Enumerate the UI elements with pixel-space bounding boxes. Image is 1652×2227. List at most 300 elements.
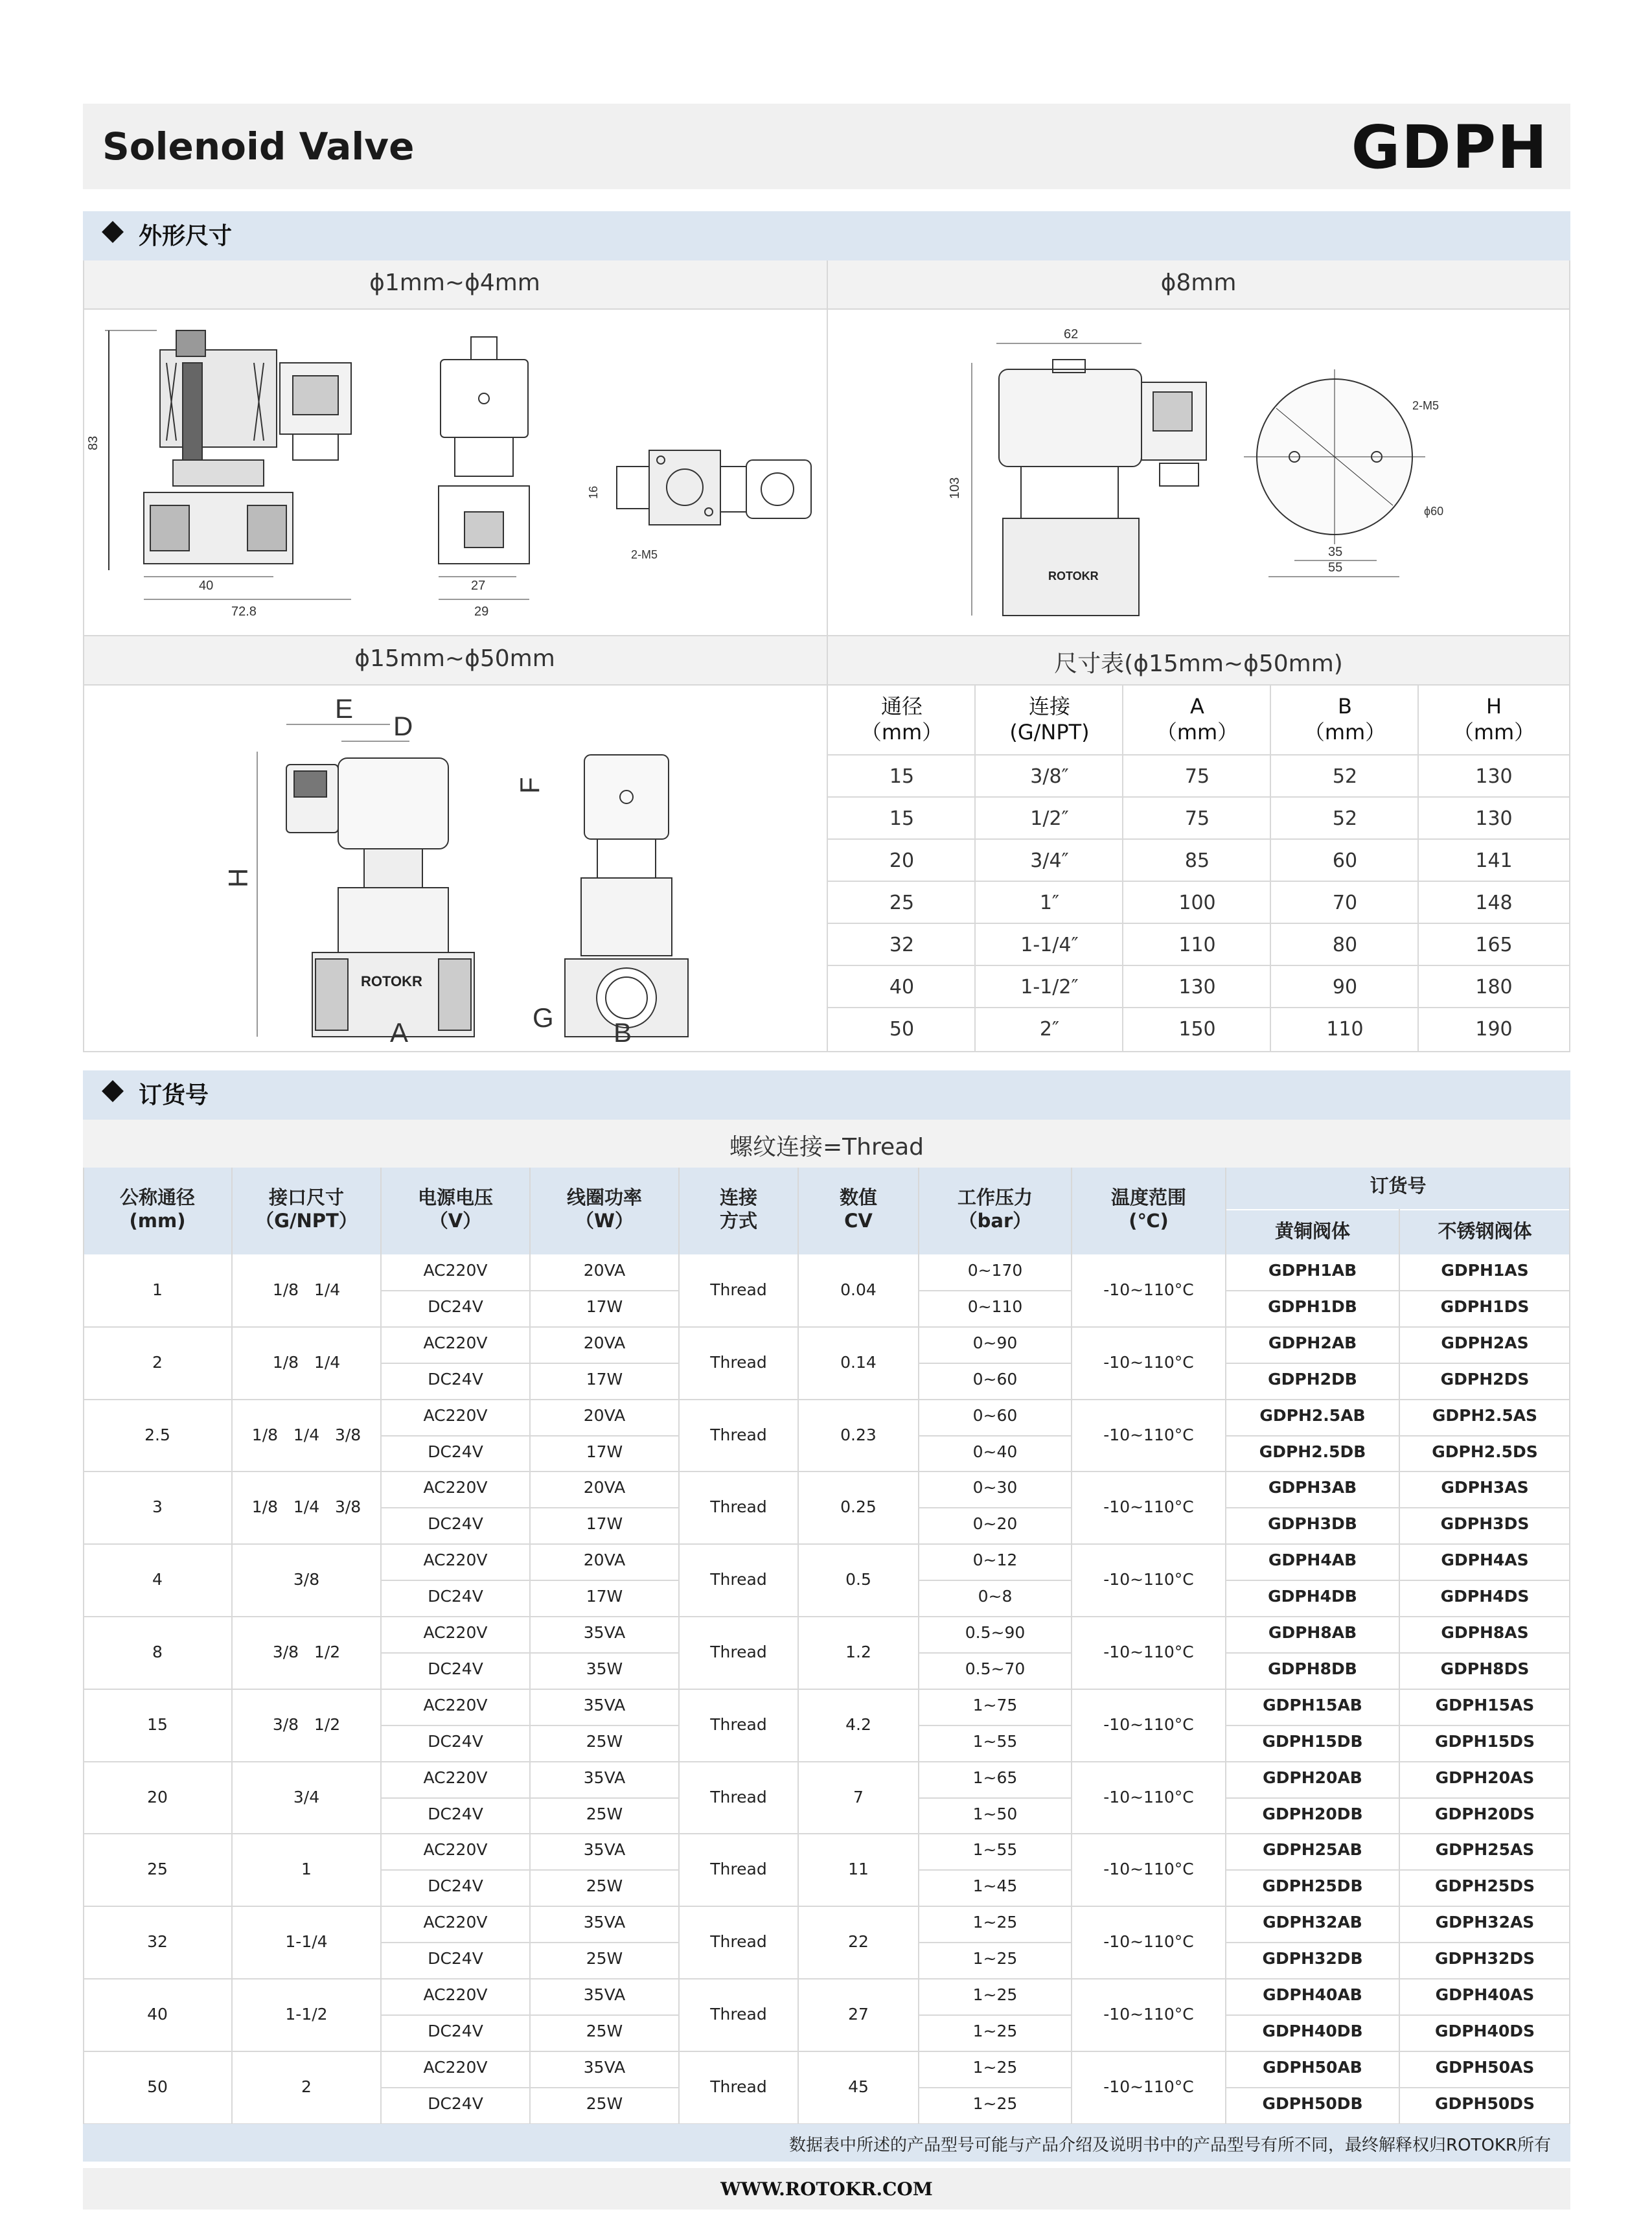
power-dc-cell: 17W bbox=[586, 1587, 623, 1606]
dimensions-section-label: 外形尺寸 bbox=[139, 223, 233, 249]
pressure-ac-cell: 0~60 bbox=[972, 1405, 1018, 1425]
ss-dc-code: GDPH50DS bbox=[1434, 2094, 1535, 2113]
cv-cell: 0.23 bbox=[840, 1425, 877, 1444]
dims-col-header-line: B bbox=[1338, 694, 1352, 719]
dims-cell: 32 bbox=[889, 934, 915, 956]
dn-cell: 50 bbox=[147, 2077, 168, 2096]
power-dc-cell: 17W bbox=[586, 1442, 623, 1461]
temp-cell: -10~110°C bbox=[1103, 1714, 1194, 1734]
conn-cell: Thread bbox=[710, 1787, 767, 1806]
dims-cell: 130 bbox=[1475, 807, 1513, 830]
drawing-small-valve bbox=[86, 311, 824, 634]
power-ac-cell: 35VA bbox=[583, 1695, 626, 1714]
dims-cell: 1-1/4″ bbox=[1020, 934, 1079, 956]
brass-body-header: 黄铜阀体 bbox=[1274, 1220, 1350, 1242]
ss-dc-code: GDPH2.5DS bbox=[1432, 1442, 1538, 1461]
dims-col-header bbox=[1123, 693, 1271, 745]
dims-cell: 90 bbox=[1332, 976, 1358, 998]
pressure-ac-cell: 1~25 bbox=[972, 2057, 1018, 2077]
order-col-header bbox=[798, 1186, 919, 1232]
order-col-header bbox=[530, 1186, 679, 1232]
port-cell: 1 bbox=[301, 1860, 312, 1879]
ss-dc-code: GDPH2DS bbox=[1440, 1369, 1530, 1389]
cv-cell: 1.2 bbox=[845, 1642, 871, 1661]
port-cell: 1-1/4 bbox=[285, 1932, 328, 1952]
dims-cell: 180 bbox=[1475, 976, 1513, 998]
power-ac-cell: 35VA bbox=[583, 1840, 626, 1860]
voltage-dc-cell: DC24V bbox=[428, 1587, 483, 1606]
brass-ac-code: GDPH20AB bbox=[1263, 1768, 1362, 1787]
website-text: WWW.ROTOKR.COM bbox=[720, 2178, 933, 2200]
ss-ac-code: GDPH2.5AS bbox=[1432, 1405, 1538, 1425]
dims-cell: 50 bbox=[889, 1018, 915, 1041]
dims-col-header-line: （mm） bbox=[1303, 720, 1386, 744]
order-section-bar bbox=[83, 1070, 1570, 1120]
disclaimer-bar bbox=[83, 2124, 1570, 2162]
pressure-dc-cell: 1~50 bbox=[972, 1804, 1018, 1823]
dim-2-m5-8: 2-M5 bbox=[1412, 399, 1440, 412]
dims-cell: 3/4″ bbox=[1030, 849, 1069, 872]
dim-103: 103 bbox=[948, 477, 962, 499]
cv-cell: 4.2 bbox=[845, 1714, 871, 1734]
stainless-body-header: 不锈钢阀体 bbox=[1438, 1220, 1532, 1242]
dims-cell: 150 bbox=[1178, 1018, 1216, 1041]
order-col-header-line: (mm) bbox=[129, 1210, 186, 1232]
dims-cell: 2″ bbox=[1039, 1018, 1060, 1041]
drawing-8mm-valve bbox=[829, 311, 1568, 634]
voltage-ac-cell: AC220V bbox=[423, 1333, 488, 1352]
voltage-dc-cell: DC24V bbox=[428, 1949, 483, 1968]
voltage-ac-cell: AC220V bbox=[423, 1985, 488, 2004]
dimensions-section-bar bbox=[83, 211, 1570, 260]
dims-cell: 15 bbox=[889, 765, 915, 788]
brass-dc-code: GDPH4DB bbox=[1268, 1587, 1357, 1606]
ss-ac-code: GDPH20AS bbox=[1435, 1768, 1535, 1787]
pressure-dc-cell: 0~110 bbox=[967, 1297, 1023, 1316]
dims-cell: 1/2″ bbox=[1030, 807, 1069, 830]
ss-ac-code: GDPH15AS bbox=[1435, 1695, 1535, 1714]
dn-cell: 2.5 bbox=[144, 1425, 170, 1444]
dims-col-header-line: 通径 bbox=[880, 694, 923, 719]
dims-cell: 85 bbox=[1184, 849, 1210, 872]
voltage-dc-cell: DC24V bbox=[428, 1731, 483, 1751]
dim-29: 29 bbox=[474, 605, 489, 619]
order-col-header bbox=[679, 1186, 798, 1232]
pressure-ac-cell: 1~25 bbox=[972, 1985, 1018, 2004]
order-col-header bbox=[919, 1186, 1072, 1232]
cv-cell: 0.25 bbox=[840, 1497, 877, 1517]
cv-cell: 27 bbox=[848, 2004, 869, 2024]
voltage-ac-cell: AC220V bbox=[423, 1551, 488, 1570]
cv-cell: 0.5 bbox=[845, 1570, 871, 1589]
dim-phi60: ϕ60 bbox=[1424, 505, 1444, 518]
voltage-dc-cell: DC24V bbox=[428, 2021, 483, 2040]
power-ac-cell: 20VA bbox=[583, 1478, 626, 1497]
dims-col-header-line: （mm） bbox=[860, 720, 943, 744]
brass-ac-code: GDPH4AB bbox=[1268, 1551, 1357, 1570]
dims-cell: 25 bbox=[889, 892, 915, 914]
power-ac-cell: 35VA bbox=[583, 1913, 626, 1932]
port-cell: 3/8 1/2 bbox=[272, 1714, 341, 1734]
dims-col-header-line: (G/NPT) bbox=[1009, 720, 1090, 744]
pressure-ac-cell: 0~12 bbox=[972, 1551, 1018, 1570]
order-col-header-line: (℃) bbox=[1129, 1210, 1169, 1232]
order-col-header-line: （bar） bbox=[958, 1210, 1032, 1232]
pressure-ac-cell: 0.5~90 bbox=[965, 1623, 1026, 1642]
dim-72-8: 72.8 bbox=[231, 605, 257, 619]
dn-cell: 25 bbox=[147, 1860, 168, 1879]
label-H: H bbox=[223, 868, 253, 888]
dim-83: 83 bbox=[86, 435, 100, 450]
conn-cell: Thread bbox=[710, 2077, 767, 2096]
ss-ac-code: GDPH4AS bbox=[1441, 1551, 1529, 1570]
order-subtitle: 螺纹连接=Thread bbox=[729, 1134, 924, 1160]
order-col-header-line: 连接 bbox=[719, 1186, 757, 1208]
conn-cell: Thread bbox=[710, 2004, 767, 2024]
ss-ac-code: GDPH3AS bbox=[1441, 1478, 1529, 1497]
dims-col-header bbox=[1419, 693, 1569, 745]
power-dc-cell: 25W bbox=[586, 1804, 623, 1823]
ss-dc-code: GDPH8DS bbox=[1440, 1659, 1530, 1678]
temp-cell: -10~110°C bbox=[1103, 1642, 1194, 1661]
brass-dc-code: GDPH25DB bbox=[1262, 1876, 1363, 1896]
voltage-ac-cell: AC220V bbox=[423, 1840, 488, 1860]
dims-cell: 1-1/2″ bbox=[1020, 976, 1079, 998]
panel-title-small: ϕ1mm~ϕ4mm bbox=[369, 270, 540, 296]
order-col-header-line: 线圈功率 bbox=[566, 1186, 642, 1208]
dn-cell: 1 bbox=[152, 1280, 163, 1299]
power-ac-cell: 20VA bbox=[583, 1333, 626, 1352]
dim-35: 35 bbox=[1328, 545, 1343, 559]
power-dc-cell: 25W bbox=[586, 2021, 623, 2040]
cv-cell: 22 bbox=[848, 1932, 869, 1952]
power-dc-cell: 17W bbox=[586, 1297, 623, 1316]
brass-ac-code: GDPH32AB bbox=[1263, 1913, 1362, 1932]
order-col-header-line: 公称通径 bbox=[119, 1186, 195, 1208]
pressure-ac-cell: 1~65 bbox=[972, 1768, 1018, 1787]
power-dc-cell: 25W bbox=[586, 1949, 623, 1968]
power-dc-cell: 25W bbox=[586, 1731, 623, 1751]
dim-2-m5-small: 2-M5 bbox=[631, 548, 658, 561]
voltage-ac-cell: AC220V bbox=[423, 1623, 488, 1642]
pressure-ac-cell: 0~170 bbox=[967, 1261, 1023, 1280]
conn-cell: Thread bbox=[710, 1280, 767, 1299]
dim-16: 16 bbox=[587, 485, 600, 499]
dn-cell: 15 bbox=[147, 1714, 168, 1734]
temp-cell: -10~110°C bbox=[1103, 1787, 1194, 1806]
port-cell: 1-1/2 bbox=[285, 2004, 328, 2024]
port-cell: 1/8 1/4 3/8 bbox=[251, 1425, 361, 1444]
diamond-icon bbox=[102, 221, 124, 243]
dims-col-header-line: 连接 bbox=[1028, 694, 1070, 719]
temp-cell: -10~110°C bbox=[1103, 1497, 1194, 1517]
conn-cell: Thread bbox=[710, 1860, 767, 1879]
label-A: A bbox=[390, 1017, 409, 1048]
order-number-header: 订货号 bbox=[1370, 1175, 1427, 1197]
dims-cell: 110 bbox=[1178, 934, 1216, 956]
ss-ac-code: GDPH25AS bbox=[1435, 1840, 1535, 1860]
voltage-dc-cell: DC24V bbox=[428, 1442, 483, 1461]
power-ac-cell: 20VA bbox=[583, 1261, 626, 1280]
dims-cell: 52 bbox=[1332, 765, 1358, 788]
ss-dc-code: GDPH1DS bbox=[1440, 1297, 1530, 1316]
ss-dc-code: GDPH15DS bbox=[1434, 1731, 1535, 1751]
brass-ac-code: GDPH40AB bbox=[1263, 1985, 1362, 2004]
dims-cell: 80 bbox=[1332, 934, 1358, 956]
order-table bbox=[83, 1168, 1570, 2124]
dims-cell: 15 bbox=[889, 807, 915, 830]
order-col-header-line: CV bbox=[844, 1210, 873, 1232]
dims-cell: 165 bbox=[1475, 934, 1513, 956]
temp-cell: -10~110°C bbox=[1103, 1860, 1194, 1879]
cv-cell: 45 bbox=[848, 2077, 869, 2096]
order-col-header-line: 温度范围 bbox=[1110, 1186, 1186, 1208]
model-name: GDPH bbox=[1351, 113, 1548, 182]
dims-col-header-line: A bbox=[1190, 694, 1204, 719]
voltage-ac-cell: AC220V bbox=[423, 1405, 488, 1425]
dims-col-header-line: H bbox=[1486, 694, 1502, 719]
order-col-header-line: （V） bbox=[429, 1210, 482, 1232]
pressure-dc-cell: 1~25 bbox=[972, 1949, 1018, 1968]
conn-cell: Thread bbox=[710, 1642, 767, 1661]
temp-cell: -10~110°C bbox=[1103, 1932, 1194, 1952]
conn-cell: Thread bbox=[710, 1714, 767, 1734]
voltage-ac-cell: AC220V bbox=[423, 1913, 488, 1932]
panel-title-table: 尺寸表(ϕ15mm~ϕ50mm) bbox=[1054, 651, 1343, 677]
dims-cell: 190 bbox=[1475, 1018, 1513, 1041]
brass-ac-code: GDPH2.5AB bbox=[1259, 1405, 1366, 1425]
brass-dc-code: GDPH1DB bbox=[1268, 1297, 1357, 1316]
brass-dc-code: GDPH40DB bbox=[1262, 2021, 1363, 2040]
voltage-dc-cell: DC24V bbox=[428, 1297, 483, 1316]
conn-cell: Thread bbox=[710, 1932, 767, 1952]
dims-cell: 52 bbox=[1332, 807, 1358, 830]
voltage-ac-cell: AC220V bbox=[423, 1768, 488, 1787]
dims-cell: 100 bbox=[1178, 892, 1216, 914]
cv-cell: 11 bbox=[848, 1860, 869, 1879]
dn-cell: 32 bbox=[147, 1932, 168, 1952]
pressure-dc-cell: 1~25 bbox=[972, 2021, 1018, 2040]
port-cell: 3/8 bbox=[293, 1570, 320, 1589]
port-cell: 1/8 1/4 3/8 bbox=[251, 1497, 361, 1517]
dims-cell: 141 bbox=[1475, 849, 1513, 872]
power-dc-cell: 35W bbox=[586, 1659, 623, 1678]
conn-cell: Thread bbox=[710, 1497, 767, 1517]
dims-cell: 110 bbox=[1326, 1018, 1364, 1041]
dim-27: 27 bbox=[471, 579, 486, 593]
dims-cell: 20 bbox=[889, 849, 915, 872]
dimensions-table bbox=[828, 686, 1569, 1051]
brass-ac-code: GDPH8AB bbox=[1268, 1623, 1357, 1642]
dims-col-header bbox=[828, 693, 976, 745]
voltage-dc-cell: DC24V bbox=[428, 2094, 483, 2113]
voltage-ac-cell: AC220V bbox=[423, 1695, 488, 1714]
diamond-icon bbox=[102, 1080, 124, 1102]
power-dc-cell: 17W bbox=[586, 1514, 623, 1534]
brass-ac-code: GDPH25AB bbox=[1263, 1840, 1362, 1860]
dn-cell: 40 bbox=[147, 2004, 168, 2024]
brass-ac-code: GDPH2AB bbox=[1268, 1333, 1357, 1352]
order-col-header bbox=[381, 1186, 530, 1232]
voltage-ac-cell: AC220V bbox=[423, 1478, 488, 1497]
order-col-header-line: 数值 bbox=[839, 1186, 877, 1208]
ss-dc-code: GDPH32DS bbox=[1434, 1949, 1535, 1968]
power-dc-cell: 25W bbox=[586, 2094, 623, 2113]
cv-cell: 7 bbox=[853, 1787, 864, 1806]
order-col-header-line: 方式 bbox=[719, 1210, 757, 1232]
brass-ac-code: GDPH15AB bbox=[1263, 1695, 1362, 1714]
ss-ac-code: GDPH1AS bbox=[1441, 1261, 1529, 1280]
order-col-header bbox=[232, 1186, 381, 1232]
voltage-dc-cell: DC24V bbox=[428, 1804, 483, 1823]
power-ac-cell: 20VA bbox=[583, 1551, 626, 1570]
power-ac-cell: 35VA bbox=[583, 1985, 626, 2004]
voltage-dc-cell: DC24V bbox=[428, 1369, 483, 1389]
label-B: B bbox=[614, 1017, 632, 1048]
temp-cell: -10~110°C bbox=[1103, 1570, 1194, 1589]
disclaimer-text: 数据表中所述的产品型号可能与产品介绍及说明书中的产品型号有所不同，最终解释权归ROTOKR所有 bbox=[789, 2136, 1551, 2155]
dims-cell: 75 bbox=[1184, 765, 1210, 788]
dims-col-header-line: （mm） bbox=[1156, 720, 1239, 744]
dim-55: 55 bbox=[1328, 560, 1343, 575]
conn-cell: Thread bbox=[710, 1352, 767, 1372]
pressure-dc-cell: 1~45 bbox=[972, 1876, 1018, 1896]
ss-dc-code: GDPH40DS bbox=[1434, 2021, 1535, 2040]
brass-dc-code: GDPH2DB bbox=[1268, 1369, 1357, 1389]
brass-ac-code: GDPH3AB bbox=[1268, 1478, 1357, 1497]
pressure-ac-cell: 1~25 bbox=[972, 1913, 1018, 1932]
dims-col-header bbox=[1271, 693, 1419, 745]
temp-cell: -10~110°C bbox=[1103, 1425, 1194, 1444]
dims-cell: 3/8″ bbox=[1030, 765, 1069, 788]
pressure-dc-cell: 0~40 bbox=[972, 1442, 1018, 1461]
ss-ac-code: GDPH50AS bbox=[1435, 2057, 1535, 2077]
label-G: G bbox=[533, 1002, 554, 1033]
dims-cell: 1″ bbox=[1039, 892, 1060, 914]
pressure-dc-cell: 0~8 bbox=[978, 1587, 1013, 1606]
ss-dc-code: GDPH3DS bbox=[1440, 1514, 1530, 1534]
ss-dc-code: GDPH20DS bbox=[1434, 1804, 1535, 1823]
order-col-header-line: 工作压力 bbox=[957, 1186, 1033, 1208]
dims-cell: 75 bbox=[1184, 807, 1210, 830]
brass-ac-code: GDPH1AB bbox=[1268, 1261, 1357, 1280]
dim-62: 62 bbox=[1064, 327, 1079, 341]
dn-cell: 3 bbox=[152, 1497, 163, 1517]
brand-8mm: ROTOKR bbox=[1048, 570, 1099, 583]
website-bar bbox=[83, 2168, 1570, 2210]
port-cell: 1/8 1/4 bbox=[272, 1280, 341, 1299]
dn-cell: 8 bbox=[152, 1642, 163, 1661]
dims-col-header bbox=[976, 693, 1123, 745]
conn-cell: Thread bbox=[710, 1425, 767, 1444]
dn-cell: 20 bbox=[147, 1787, 168, 1806]
brass-dc-code: GDPH50DB bbox=[1262, 2094, 1363, 2113]
temp-cell: -10~110°C bbox=[1103, 2004, 1194, 2024]
ss-ac-code: GDPH8AS bbox=[1441, 1623, 1529, 1642]
ss-ac-code: GDPH2AS bbox=[1441, 1333, 1529, 1352]
temp-cell: -10~110°C bbox=[1103, 1280, 1194, 1299]
order-col-header bbox=[1072, 1186, 1226, 1232]
panel-title-large: ϕ15mm~ϕ50mm bbox=[354, 645, 555, 672]
drawing-large-valve bbox=[86, 687, 824, 1050]
conn-cell: Thread bbox=[710, 1570, 767, 1589]
order-col-header-line: （W） bbox=[575, 1210, 634, 1232]
ss-dc-code: GDPH25DS bbox=[1434, 1876, 1535, 1896]
power-ac-cell: 35VA bbox=[583, 1768, 626, 1787]
brass-dc-code: GDPH8DB bbox=[1268, 1659, 1357, 1678]
dims-cell: 130 bbox=[1178, 976, 1216, 998]
order-col-header-line: 接口尺寸 bbox=[268, 1186, 344, 1208]
page-title: Solenoid Valve bbox=[102, 124, 415, 168]
label-D: D bbox=[393, 711, 413, 741]
pressure-ac-cell: 0~30 bbox=[972, 1478, 1018, 1497]
voltage-ac-cell: AC220V bbox=[423, 2057, 488, 2077]
dims-cell: 148 bbox=[1475, 892, 1513, 914]
label-E: E bbox=[335, 693, 354, 724]
ss-dc-code: GDPH4DS bbox=[1440, 1587, 1530, 1606]
brass-dc-code: GDPH32DB bbox=[1262, 1949, 1363, 1968]
pressure-ac-cell: 1~55 bbox=[972, 1840, 1018, 1860]
port-cell: 3/8 1/2 bbox=[272, 1642, 341, 1661]
dims-cell: 40 bbox=[889, 976, 915, 998]
voltage-dc-cell: DC24V bbox=[428, 1876, 483, 1896]
temp-cell: -10~110°C bbox=[1103, 2077, 1194, 2096]
brass-dc-code: GDPH15DB bbox=[1262, 1731, 1363, 1751]
dims-cell: 130 bbox=[1475, 765, 1513, 788]
brass-dc-code: GDPH2.5DB bbox=[1259, 1442, 1366, 1461]
ss-ac-code: GDPH32AS bbox=[1435, 1913, 1535, 1932]
label-F: F bbox=[514, 777, 545, 794]
brand-large: ROTOKR bbox=[361, 973, 422, 989]
dims-col-header-line: （mm） bbox=[1452, 720, 1535, 744]
cv-cell: 0.04 bbox=[840, 1280, 877, 1299]
order-section-label: 订货号 bbox=[139, 1082, 209, 1109]
brass-dc-code: GDPH3DB bbox=[1268, 1514, 1357, 1534]
temp-cell: -10~110°C bbox=[1103, 1352, 1194, 1372]
pressure-dc-cell: 1~25 bbox=[972, 2094, 1018, 2113]
pressure-dc-cell: 1~55 bbox=[972, 1731, 1018, 1751]
pressure-dc-cell: 0~20 bbox=[972, 1514, 1018, 1534]
brass-dc-code: GDPH20DB bbox=[1262, 1804, 1363, 1823]
pressure-ac-cell: 0~90 bbox=[972, 1333, 1018, 1352]
voltage-dc-cell: DC24V bbox=[428, 1659, 483, 1678]
port-cell: 3/4 bbox=[293, 1787, 320, 1806]
pressure-ac-cell: 1~75 bbox=[972, 1695, 1018, 1714]
power-ac-cell: 20VA bbox=[583, 1405, 626, 1425]
port-cell: 1/8 1/4 bbox=[272, 1352, 341, 1372]
dims-cell: 60 bbox=[1332, 849, 1358, 872]
pressure-dc-cell: 0.5~70 bbox=[965, 1659, 1026, 1678]
voltage-ac-cell: AC220V bbox=[423, 1261, 488, 1280]
voltage-dc-cell: DC24V bbox=[428, 1514, 483, 1534]
port-cell: 2 bbox=[301, 2077, 312, 2096]
page-header bbox=[83, 104, 1570, 189]
power-dc-cell: 17W bbox=[586, 1369, 623, 1389]
order-col-header-line: 电源电压 bbox=[417, 1186, 493, 1208]
brass-ac-code: GDPH50AB bbox=[1263, 2057, 1362, 2077]
dn-cell: 4 bbox=[152, 1570, 163, 1589]
order-col-header-line: （G/NPT） bbox=[255, 1210, 358, 1232]
pressure-dc-cell: 0~60 bbox=[972, 1369, 1018, 1389]
dims-cell: 70 bbox=[1332, 892, 1358, 914]
dim-40: 40 bbox=[199, 579, 214, 593]
power-dc-cell: 25W bbox=[586, 1876, 623, 1896]
panel-title-8mm: ϕ8mm bbox=[1160, 270, 1237, 296]
ss-ac-code: GDPH40AS bbox=[1435, 1985, 1535, 2004]
power-ac-cell: 35VA bbox=[583, 2057, 626, 2077]
power-ac-cell: 35VA bbox=[583, 1623, 626, 1642]
cv-cell: 0.14 bbox=[840, 1352, 877, 1372]
